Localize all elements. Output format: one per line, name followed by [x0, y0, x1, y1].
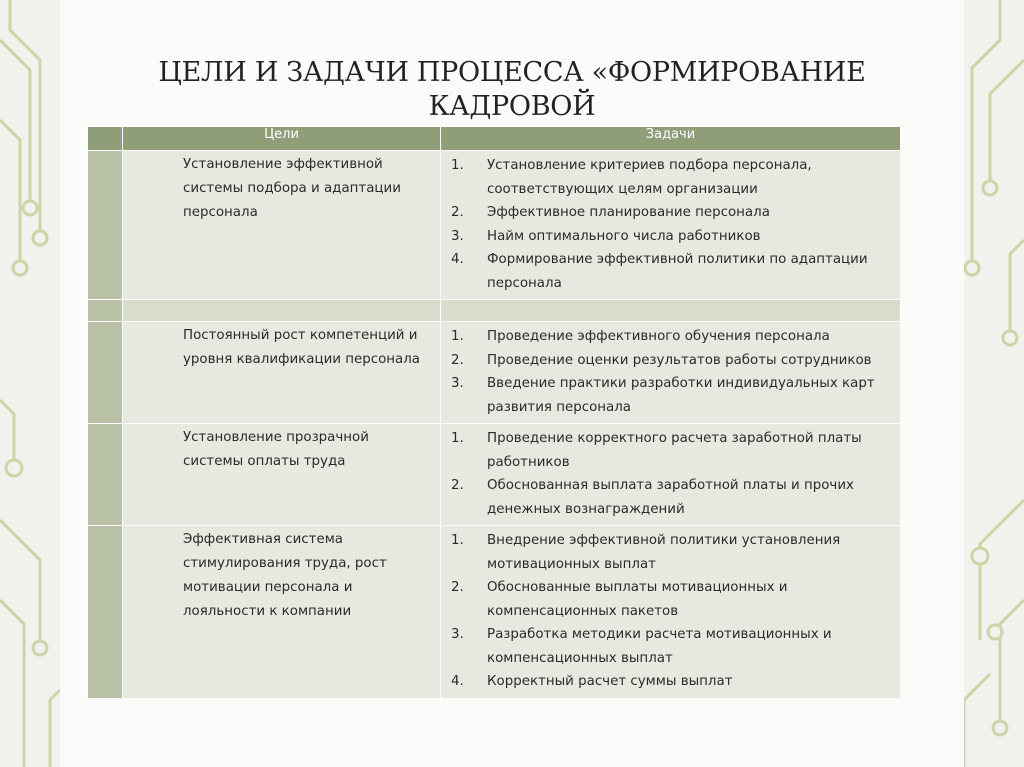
list-item — [441, 248, 890, 295]
task-number: 2. — [451, 580, 464, 595]
list-item — [441, 225, 890, 249]
task-list — [441, 151, 900, 299]
task-number: 3. — [451, 627, 464, 642]
table-row — [88, 151, 901, 300]
tasks-cell — [441, 151, 901, 300]
goal-cell — [123, 526, 441, 699]
goal-text: Установление прозрачной системы оплаты труда — [183, 430, 369, 469]
task-list — [441, 526, 900, 698]
task-text: Обоснованная выплата заработной платы и прочих денежных вознаграждений — [487, 478, 854, 517]
task-text: Обоснованные выплаты мотивационных и компенсационных пакетов — [487, 580, 788, 619]
row-stub — [88, 151, 123, 300]
task-text: Введение практики разработки индивидуальных карт развития персонала — [487, 376, 875, 415]
task-number: 4. — [451, 674, 464, 689]
goal-text: Эффективная система стимулирования труда, рост мотивации персонала и лояльности к компании — [183, 532, 387, 619]
title-line-1: ЦЕЛИ И ЗАДАЧИ ПРОЦЕССА «ФОРМИРОВАНИЕ КАДРОВОЙ — [158, 57, 866, 122]
task-number: 4. — [451, 252, 464, 267]
tasks-cell — [441, 322, 901, 424]
task-list — [441, 424, 900, 525]
header-tasks: Задачи — [441, 127, 901, 151]
spacer-cell — [123, 300, 441, 322]
header-goals: Цели — [123, 127, 441, 151]
list-item — [441, 576, 890, 623]
list-item — [441, 529, 890, 576]
task-text: Проведение эффективного обучения персонала — [487, 329, 830, 344]
task-number: 2. — [451, 352, 464, 368]
goal-text: Постоянный рост компетенций и уровня квалификации персонала — [183, 328, 421, 367]
task-text: Разработка методики расчета мотивационных и компенсационных выплат — [487, 627, 832, 666]
task-number: 2. — [451, 478, 464, 493]
goals-tasks-table — [87, 126, 901, 699]
list-item — [441, 201, 890, 225]
list-item — [441, 154, 890, 201]
list-item — [441, 474, 890, 521]
goal-cell — [123, 424, 441, 526]
goal-text: Установление эффективной системы подбора и адаптации персонала — [183, 157, 401, 220]
row-stub — [88, 526, 123, 699]
list-item — [441, 670, 890, 694]
tasks-cell — [441, 424, 901, 526]
spacer-row — [88, 300, 901, 322]
task-list — [441, 322, 900, 423]
task-text: Найм оптимального числа работников — [487, 228, 761, 244]
row-stub — [88, 300, 123, 322]
task-text: Корректный расчет суммы выплат — [487, 674, 733, 689]
table-row — [88, 526, 901, 699]
task-text: Формирование эффективной политики по адаптации персонала — [487, 252, 868, 291]
goal-cell — [123, 322, 441, 424]
task-text: Установление критериев подбора персонала, соответствующих целям организации — [487, 158, 812, 197]
spacer-cell — [441, 300, 901, 322]
task-text: Эффективное планирование персонала — [487, 205, 770, 220]
list-item — [441, 623, 890, 670]
task-text: Внедрение эффективной политики установления мотивационных выплат — [487, 533, 841, 572]
task-text: Проведение оценки результатов работы сотрудников — [487, 352, 872, 368]
header-stub — [88, 127, 123, 151]
row-stub — [88, 322, 123, 424]
task-number: 3. — [451, 228, 464, 244]
task-number: 1. — [451, 329, 464, 344]
tasks-cell — [441, 526, 901, 699]
task-number: 1. — [451, 533, 464, 548]
row-stub — [88, 424, 123, 526]
goal-cell — [123, 151, 441, 300]
task-number: 2. — [451, 205, 464, 220]
table-row — [88, 322, 901, 424]
list-item — [441, 325, 890, 349]
table-row — [88, 424, 901, 526]
list-item — [441, 372, 890, 419]
table-header-row — [88, 127, 901, 151]
task-text: Проведение корректного расчета заработной платы работников — [487, 431, 862, 470]
list-item — [441, 349, 890, 373]
list-item — [441, 427, 890, 474]
task-number: 1. — [451, 431, 464, 446]
task-number: 1. — [451, 158, 464, 173]
task-number: 3. — [451, 376, 464, 391]
